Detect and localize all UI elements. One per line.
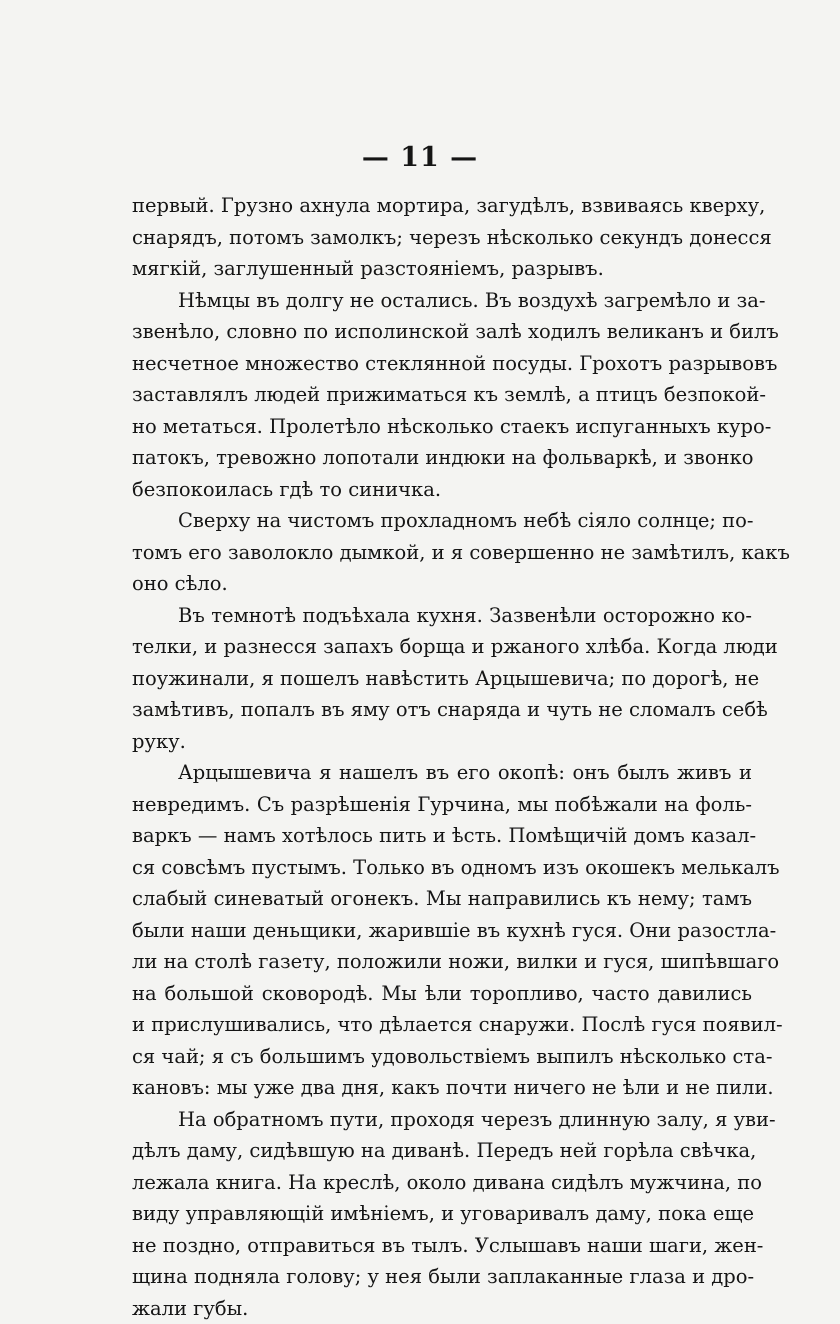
text-line: лежала книга. На креслѣ, около дивана сидѣлъ мужчина, по	[132, 1167, 752, 1199]
text-line: были наши деньщики, жарившіе въ кухнѣ гуся. Они разостла-	[132, 915, 752, 947]
text-line: но метаться. Пролетѣло нѣсколько стаекъ испуганныхъ куро-	[132, 411, 752, 443]
text-line: телки, и разнесся запахъ борща и ржаного хлѣба. Когда люди	[132, 631, 752, 663]
text-line: заставлялъ людей прижиматься къ землѣ, а птицъ безпокой-	[132, 379, 752, 411]
text-line: звенѣло, словно по исполинской залѣ ходилъ великанъ и билъ	[132, 316, 752, 348]
text-line: замѣтивъ, попалъ въ яму отъ снаряда и чуть не сломалъ себѣ	[132, 694, 752, 726]
text-line: на большой сковородѣ. Мы ѣли торопливо, часто давились	[132, 978, 752, 1010]
text-line: жали губы.	[132, 1293, 752, 1324]
text-line: кановъ: мы уже два дня, какъ почти ничего не ѣли и не пили.	[132, 1072, 752, 1104]
text-line: патокъ, тревожно лопотали индюки на фольваркѣ, и звонко	[132, 442, 752, 474]
text-line: Сверху на чистомъ прохладномъ небѣ сіяло солнце; по-	[132, 505, 752, 537]
text-line: слабый синеватый огонекъ. Мы направились къ нему; тамъ	[132, 883, 752, 915]
text-line: щина подняла голову; у нея были заплаканные глаза и дро-	[132, 1261, 752, 1293]
text-line: безпокоилась гдѣ то синичка.	[132, 474, 752, 506]
text-line: несчетное множество стеклянной посуды. Грохотъ разрывовъ	[132, 348, 752, 380]
text-line: варкъ — намъ хотѣлось пить и ѣсть. Помѣщичій домъ казал-	[132, 820, 752, 852]
page-number: — 11 —	[0, 142, 840, 173]
text-line: ся чай; я съ большимъ удовольствіемъ выпилъ нѣсколько ста-	[132, 1041, 752, 1073]
text-line: томъ его заволокло дымкой, и я совершенно не замѣтилъ, какъ	[132, 537, 752, 569]
text-line: Арцышевича я нашелъ въ его окопѣ: онъ былъ живъ и	[132, 757, 752, 789]
text-line: дѣлъ даму, сидѣвшую на диванѣ. Передъ ней горѣла свѣчка,	[132, 1135, 752, 1167]
text-line: руку.	[132, 726, 752, 758]
text-line: На обратномъ пути, проходя черезъ длинную залу, я уви-	[132, 1104, 752, 1136]
text-line: невредимъ. Съ разрѣшенія Гурчина, мы побѣжали на фоль-	[132, 789, 752, 821]
text-line: первый. Грузно ахнула мортира, загудѣлъ, взвиваясь кверху,	[132, 190, 752, 222]
text-line: не поздно, отправиться въ тылъ. Услышавъ наши шаги, жен-	[132, 1230, 752, 1262]
text-line: мягкій, заглушенный разстояніемъ, разрывъ.	[132, 253, 752, 285]
text-line: ся совсѣмъ пустымъ. Только въ одномъ изъ окошекъ мелькалъ	[132, 852, 752, 884]
text-line: ли на столѣ газету, положили ножи, вилки и гуся, шипѣвшаго	[132, 946, 752, 978]
text-line: оно сѣло.	[132, 568, 752, 600]
text-line: виду управляющій имѣніемъ, и уговаривалъ даму, пока еще	[132, 1198, 752, 1230]
body-text	[132, 190, 752, 1324]
text-line: Въ темнотѣ подъѣхала кухня. Зазвенѣли осторожно ко-	[132, 600, 752, 632]
text-line: поужинали, я пошелъ навѣстить Арцышевича; по дорогѣ, не	[132, 663, 752, 695]
text-line: Нѣмцы въ долгу не остались. Въ воздухѣ загремѣло и за-	[132, 285, 752, 317]
text-line: и прислушивались, что дѣлается снаружи. Послѣ гуся появил-	[132, 1009, 752, 1041]
text-line: снарядъ, потомъ замолкъ; черезъ нѣсколько секундъ донесся	[132, 222, 752, 254]
